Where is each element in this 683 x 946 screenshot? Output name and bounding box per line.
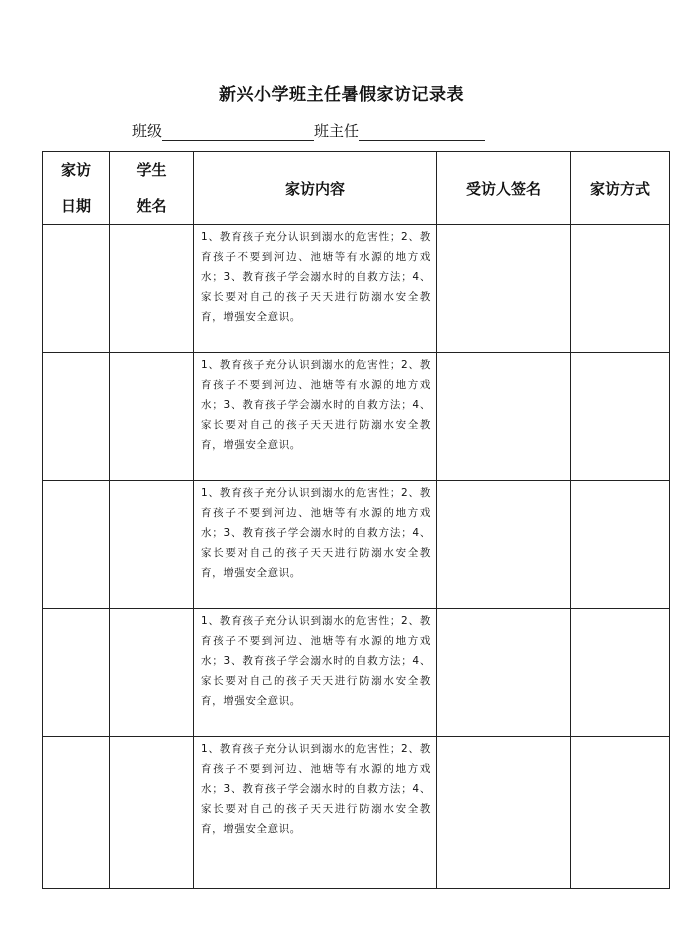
visit-method-cell[interactable]: [571, 737, 670, 889]
header-student-name-line2: 姓名: [136, 197, 167, 215]
table-row: [43, 225, 670, 353]
signature-cell[interactable]: [437, 353, 571, 481]
student-name-cell[interactable]: [110, 481, 194, 609]
student-name-cell[interactable]: [110, 225, 194, 353]
table-row: [43, 481, 670, 609]
header-method: 家访方式: [571, 152, 670, 225]
visit-method-cell[interactable]: [571, 353, 670, 481]
header-visit-date-line2: 日期: [60, 197, 91, 215]
table-row: [43, 737, 670, 889]
visit-content-cell: 1、教育孩子充分认识到溺水的危害性；2、教育孩子不要到河边、池塘等有水源的地方戏水；3、教育孩子学会溺水时的自救方法；4、家长要对自己的孩子天天进行防溺水安全教育，增强安全意识。: [194, 353, 437, 481]
visit-date-cell[interactable]: [43, 609, 110, 737]
header-row: [43, 152, 670, 225]
visit-method-cell[interactable]: [571, 609, 670, 737]
student-name-cell[interactable]: [110, 609, 194, 737]
header-visit-date: [43, 152, 110, 225]
class-field[interactable]: [162, 122, 314, 141]
table-row: [43, 609, 670, 737]
visit-date-cell[interactable]: [43, 225, 110, 353]
signature-cell[interactable]: [437, 609, 571, 737]
header-visit-date-line1: 家访: [60, 161, 91, 179]
header-student-name-line1: 学生: [136, 161, 167, 179]
visit-date-cell[interactable]: [43, 737, 110, 889]
teacher-field[interactable]: [359, 122, 485, 141]
header-content: 家访内容: [194, 152, 437, 225]
visit-date-cell[interactable]: [43, 481, 110, 609]
visit-date-cell[interactable]: [43, 353, 110, 481]
visit-content-cell: 1、教育孩子充分认识到溺水的危害性；2、教育孩子不要到河边、池塘等有水源的地方戏水；3、教育孩子学会溺水时的自救方法；4、家长要对自己的孩子天天进行防溺水安全教育，增强安全意识。: [194, 609, 437, 737]
student-name-cell[interactable]: [110, 353, 194, 481]
class-label: 班级: [132, 122, 163, 140]
visit-content-cell: 1、教育孩子充分认识到溺水的危害性；2、教育孩子不要到河边、池塘等有水源的地方戏水；3、教育孩子学会溺水时的自救方法；4、家长要对自己的孩子天天进行防溺水安全教育，增强安全意识。: [194, 225, 437, 353]
student-name-cell[interactable]: [110, 737, 194, 889]
visit-method-cell[interactable]: [571, 225, 670, 353]
visit-record-table: [42, 151, 670, 889]
document-title: 新兴小学班主任暑假家访记录表: [219, 85, 464, 105]
signature-cell[interactable]: [437, 737, 571, 889]
header-student-name: [110, 152, 194, 225]
visit-content-cell: 1、教育孩子充分认识到溺水的危害性；2、教育孩子不要到河边、池塘等有水源的地方戏水；3、教育孩子学会溺水时的自救方法；4、家长要对自己的孩子天天进行防溺水安全教育，增强安全意识。: [194, 737, 437, 889]
signature-cell[interactable]: [437, 225, 571, 353]
teacher-label: 班主任: [314, 122, 360, 140]
class-teacher-line: [132, 120, 485, 141]
visit-method-cell[interactable]: [571, 481, 670, 609]
table-row: [43, 353, 670, 481]
signature-cell[interactable]: [437, 481, 571, 609]
header-signature: 受访人签名: [437, 152, 571, 225]
visit-content-cell: 1、教育孩子充分认识到溺水的危害性；2、教育孩子不要到河边、池塘等有水源的地方戏水；3、教育孩子学会溺水时的自救方法；4、家长要对自己的孩子天天进行防溺水安全教育，增强安全意识。: [194, 481, 437, 609]
